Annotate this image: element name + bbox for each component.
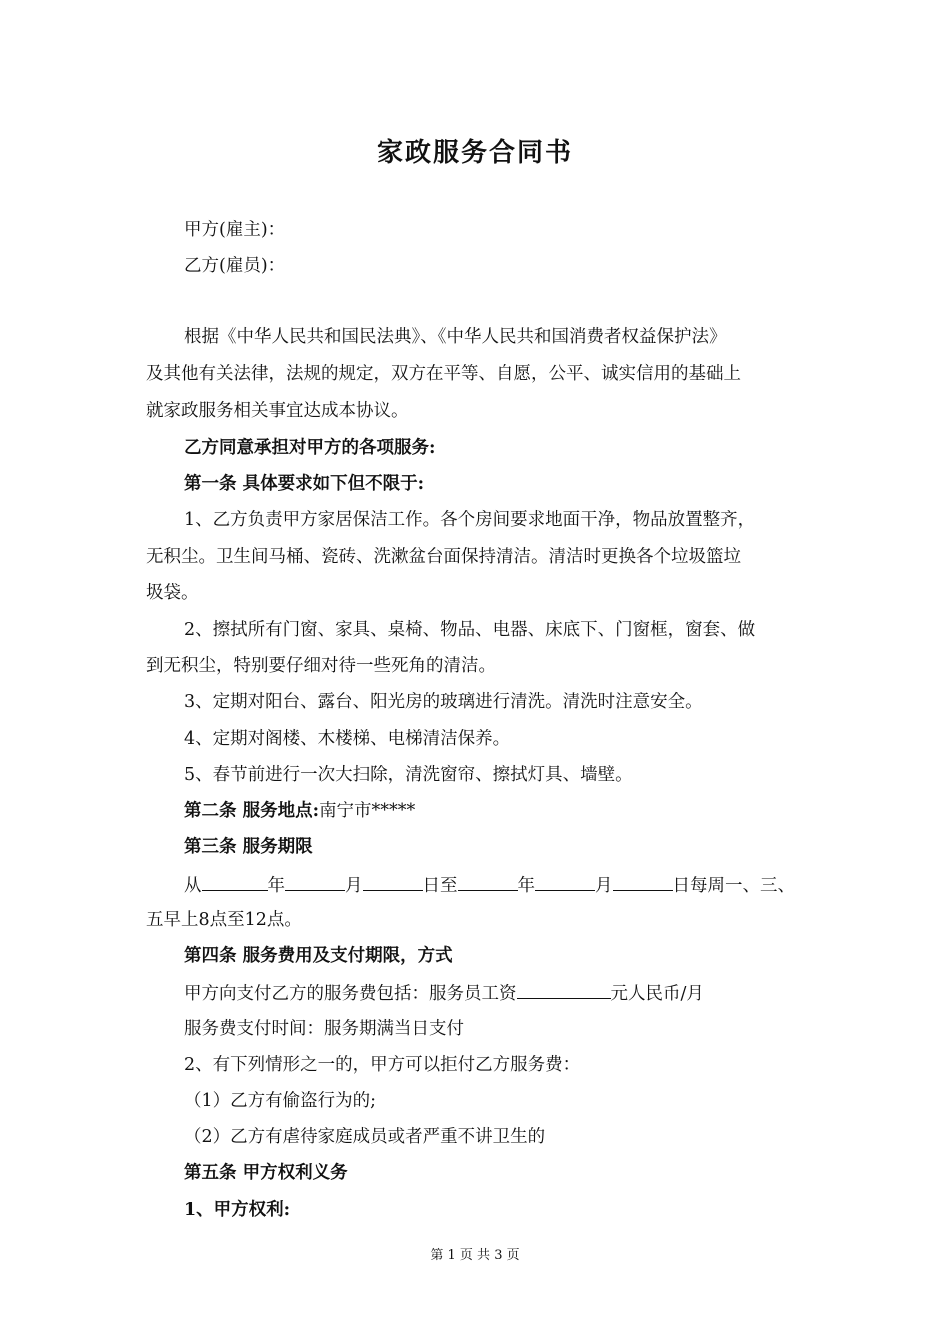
fee-suffix: 元人民币/月	[610, 984, 704, 1004]
salary-blank[interactable]	[517, 980, 611, 999]
item-5-line: 5、春节前进行一次大扫除，清洗窗帘、擦拭灯具、墙壁。	[184, 765, 633, 785]
start-day-blank[interactable]	[363, 872, 423, 891]
item-4-line: 4、定期对阁楼、木楼梯、电梯清洁保养。	[184, 729, 511, 749]
item-1-line-3: 圾袋。	[146, 583, 199, 603]
party-a-line: 甲方(雇主)：	[184, 220, 286, 240]
term-from-label: 从	[184, 876, 202, 896]
article-1-title: 第一条 具体要求如下但不限于:	[184, 474, 425, 494]
item-2-line-1: 2、擦拭所有门窗、家具、桌椅、物品、电器、床底下、门窗框，窗套、做	[184, 620, 756, 640]
refuse-case-2: （2）乙方有虐待家庭成员或者严重不讲卫生的	[184, 1127, 546, 1147]
term-end-month-label: 月	[595, 876, 613, 896]
refuse-intro-line: 2、有下列情形之一的，甲方可以拒付乙方服务费：	[184, 1055, 581, 1075]
term-end-year-label: 年	[517, 876, 535, 896]
article-5-subheading: 1、甲方权利:	[184, 1200, 291, 1220]
end-year-blank[interactable]	[458, 872, 518, 891]
refuse-case-1: （1）乙方有偷盗行为的;	[184, 1091, 377, 1111]
start-month-blank[interactable]	[285, 872, 345, 891]
fee-line	[184, 980, 704, 1006]
item-1-line-1: 1、乙方负责甲方家居保洁工作。各个房间要求地面干净，物品放置整齐，	[184, 510, 756, 530]
document-title: 家政服务合同书	[376, 138, 573, 168]
end-month-blank[interactable]	[535, 872, 595, 891]
article-3-title: 第三条 服务期限	[184, 837, 313, 857]
article-5-title: 第五条 甲方权利义务	[184, 1163, 348, 1183]
party-b-line: 乙方(雇员)：	[184, 256, 286, 276]
term-day-to-label: 日至	[422, 876, 458, 896]
item-1-line-2: 无积尘。卫生间马桶、瓷砖、洗漱盆台面保持清洁。清洁时更换各个垃圾篮垃	[146, 547, 741, 567]
preamble-line-3: 就家政服务相关事宜达成本协议。	[146, 401, 409, 421]
payment-time-line: 服务费支付时间：服务期满当日支付	[184, 1019, 464, 1039]
services-intro: 乙方同意承担对甲方的各项服务:	[184, 438, 436, 458]
preamble-line-2: 及其他有关法律，法规的规定，双方在平等、自愿，公平、诚实信用的基础上	[146, 364, 741, 384]
term-line-1	[184, 872, 795, 898]
start-year-blank[interactable]	[202, 872, 268, 891]
term-year-label: 年	[267, 876, 285, 896]
article-4-title: 第四条 服务费用及支付期限，方式	[184, 946, 453, 966]
term-end-label: 日每周一、三、	[672, 876, 795, 896]
article-2-title: 第二条 服务地点:	[184, 801, 320, 821]
term-month-label: 月	[345, 876, 363, 896]
term-line-2: 五早上8点至12点。	[146, 910, 302, 930]
article-2-line	[184, 799, 415, 823]
item-3-line: 3、定期对阳台、露台、阳光房的玻璃进行清洗。清洗时注意安全。	[184, 692, 703, 712]
service-location-value: 南宁市*****	[319, 801, 416, 821]
preamble-line-1: 根据《中华人民共和国民法典》、《中华人民共和国消费者权益保护法》	[184, 327, 727, 347]
page-footer: 第 1 页 共 3 页	[430, 1248, 520, 1263]
fee-prefix: 甲方向支付乙方的服务费包括：服务员工资	[184, 984, 517, 1004]
item-2-line-2: 到无积尘，特别要仔细对待一些死角的清洁。	[146, 656, 496, 676]
end-day-blank[interactable]	[613, 872, 673, 891]
